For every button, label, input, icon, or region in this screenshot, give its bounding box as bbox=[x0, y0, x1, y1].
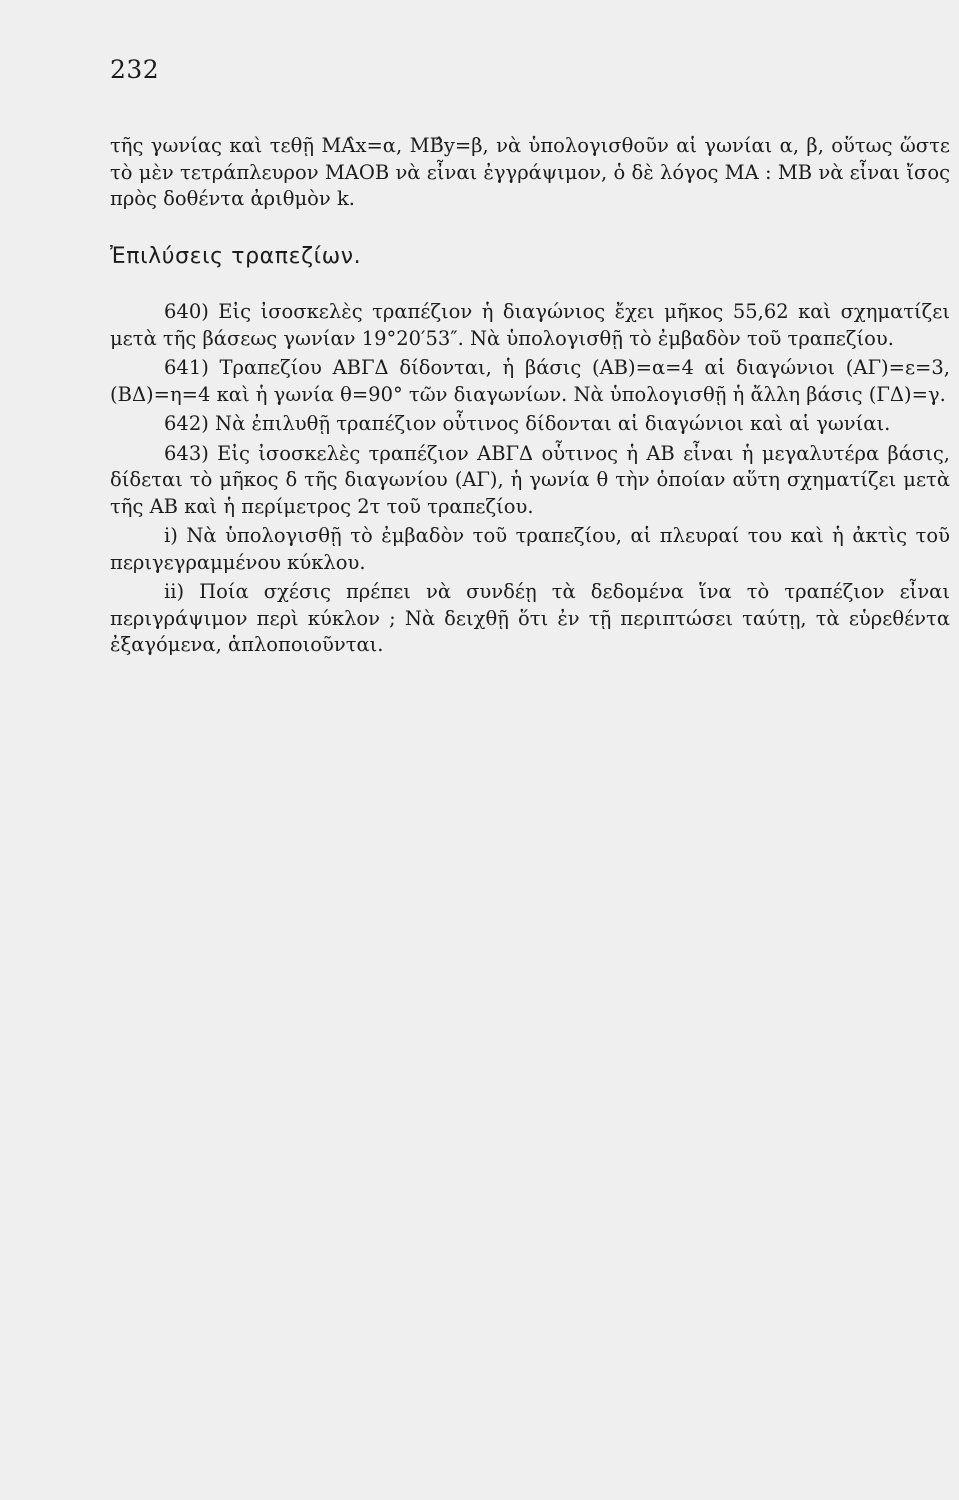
exercise-643-part-ii: ii) Ποία σχέσις πρέπει νὰ συνδέῃ τὰ δεδομένα ἵνα τὸ τραπέζιον εἶναι περιγράψιμον περὶ κύκλον ; Νὰ δειχθῇ ὅτι ἐν τῇ περιπτώσει ταύτῃ, τὰ εὑρεθέντα ἐξαγόμενα, ἁπλοποιοῦνται. bbox=[110, 580, 950, 656]
exercise-640: 640) Εἰς ἰσοσκελὲς τραπέζιον ἡ διαγώνιος ἔχει μῆκος 55,62 καὶ σχηματίζει μετὰ τῆς βάσεως γωνίαν 19°20′53″. Νὰ ὑπολογισθῇ τὸ ἐμβαδὸν τοῦ τραπεζίου. bbox=[110, 300, 950, 350]
exercise-641: 641) Τραπεζίου ΑΒΓΔ δίδονται, ἡ βάσις (ΑΒ)=α=4 αἱ διαγώνιοι (ΑΓ)=ε=3, (ΒΔ)=η=4 καὶ ἡ γωνία θ=90° τῶν διαγωνίων. Νὰ ὑπολογισθῇ ἡ ἄλλη βάσις (ΓΔ)=γ. bbox=[110, 356, 950, 406]
intro-paragraph-block bbox=[110, 133, 950, 213]
exercise-643: 643) Εἰς ἰσοσκελὲς τραπέζιον ΑΒΓΔ οὗτινος ἡ ΑΒ εἶναι ἡ μεγαλυτέρα βάσις, δίδεται τὸ μῆκος δ τῆς διαγωνίου (ΑΓ), ἡ γωνία θ τὴν ὁποίαν αὕτη σχηματίζει μετὰ τῆς ΑΒ καὶ ἡ περίμετρος 2τ τοῦ τραπεζίου. bbox=[110, 441, 950, 518]
exercise-list bbox=[110, 299, 950, 659]
exercise-642: 642) Νὰ ἐπιλυθῇ τραπέζιον οὗτινος δίδονται αἱ διαγώνιοι καὶ αἱ γωνίαι. bbox=[164, 412, 891, 435]
intro-paragraph: τῆς γωνίας καὶ τεθῇ ΜΑ̂x=α, ΜΒ̂y=β, νὰ ὑπολογισθοῦν αἱ γωνίαι α, β, οὕτως ὥστε τὸ μὲν τετράπλευρον ΜΑΟΒ νὰ εἶναι ἐγγράψιμον, ὁ δὲ λόγος ΜΑ : ΜΒ νὰ εἶναι ἴσος πρὸς δοθέντα ἀριθμὸν k. bbox=[110, 134, 950, 210]
exercise-643-part-i: i) Νὰ ὑπολογισθῇ τὸ ἐμβαδὸν τοῦ τραπεζίου, αἱ πλευραί του καὶ ἡ ἀκτὶς τοῦ περιγεγραμμένου κύκλου. bbox=[110, 524, 950, 574]
page-number: 232 bbox=[110, 55, 160, 84]
section-heading: Ἐπιλύσεις τραπεζίων. bbox=[110, 244, 362, 269]
